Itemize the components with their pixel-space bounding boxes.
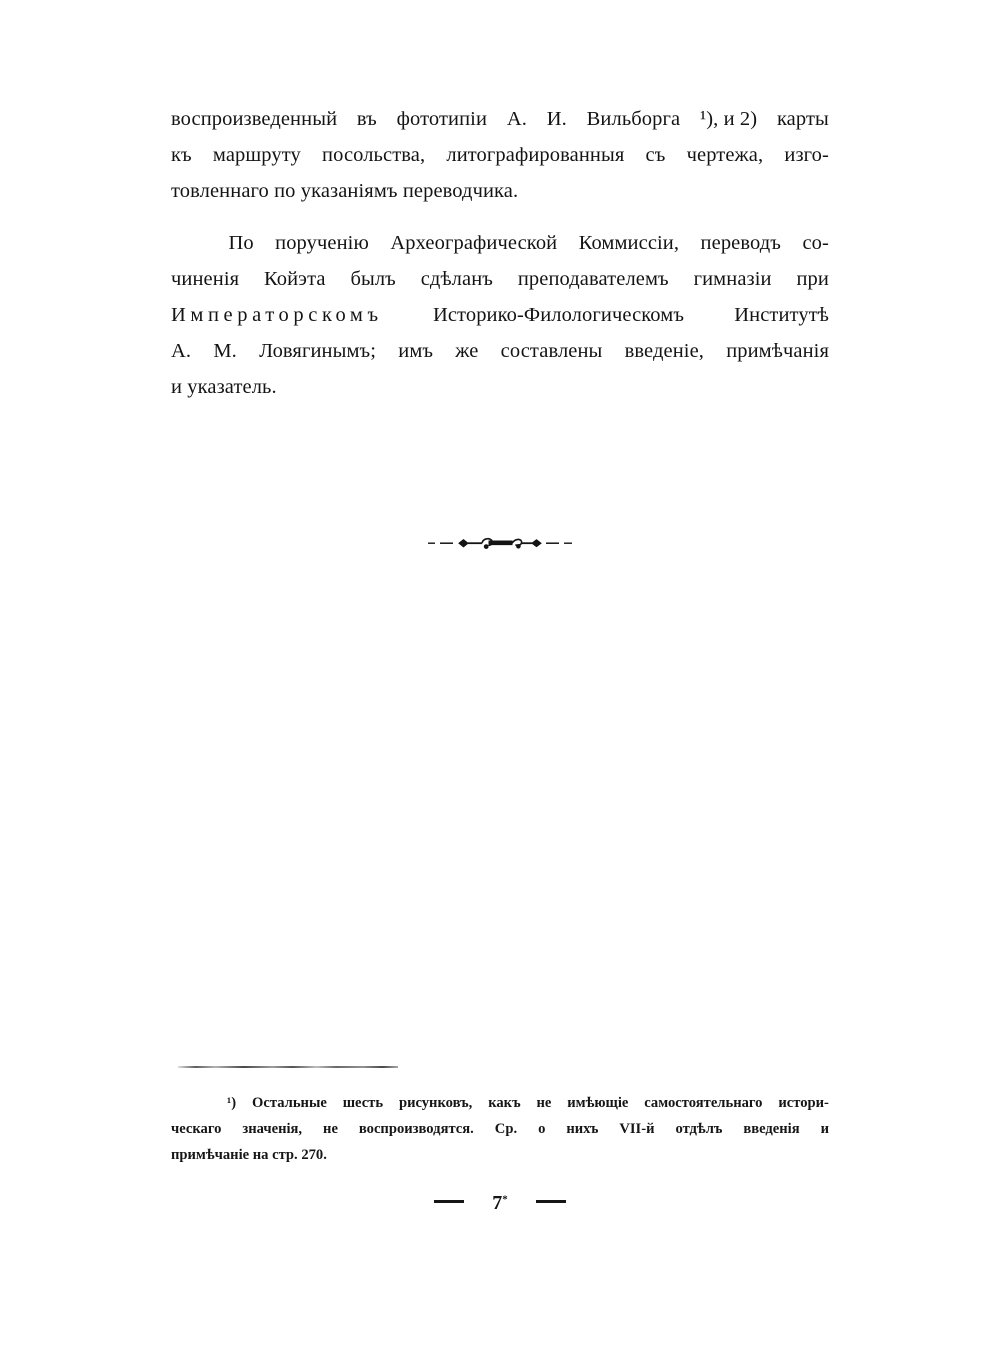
word: въ	[356, 108, 377, 130]
word: Вильборга	[586, 108, 681, 130]
word: былъ	[350, 267, 396, 290]
text-line	[171, 173, 829, 209]
word: посольства,	[322, 144, 426, 167]
paragraph-indent	[171, 225, 207, 261]
footnote-line	[171, 1090, 829, 1116]
word: шесть	[342, 1095, 384, 1111]
word: литографированныя	[446, 144, 625, 167]
main-text-block	[171, 101, 829, 406]
text-line	[171, 101, 829, 137]
paragraph-continuation	[171, 101, 829, 210]
word: А.	[506, 108, 527, 130]
footnote-line	[171, 1116, 829, 1142]
word: М.	[213, 340, 237, 363]
word: чиненія	[171, 267, 240, 290]
word: отдѣлъ	[675, 1121, 723, 1138]
word: ческаго	[171, 1121, 222, 1138]
letterspaced-institution-word: Императорскомъ	[171, 304, 383, 327]
word: Остальные	[252, 1095, 327, 1111]
word: порученію	[275, 231, 369, 254]
fleuron-divider	[0, 528, 1000, 558]
text-line	[171, 369, 829, 405]
word: Коммиссіи,	[578, 231, 680, 254]
word: рисунковъ,	[398, 1095, 473, 1111]
word: А.	[171, 340, 192, 363]
word: при	[796, 267, 829, 290]
word: введеніе,	[624, 340, 704, 363]
word: какъ	[488, 1095, 521, 1111]
word: Археографической	[390, 231, 558, 254]
fleuron-icon	[426, 532, 574, 554]
word: самостоятельнаго	[644, 1095, 763, 1111]
word: воспроизводятся.	[358, 1121, 474, 1138]
text-line	[171, 297, 829, 333]
page-number	[492, 1192, 508, 1215]
word: введенія	[743, 1121, 800, 1138]
line-text: и указатель.	[171, 376, 277, 399]
word: VII-й	[619, 1121, 655, 1138]
word: не	[536, 1095, 552, 1111]
word: и	[820, 1121, 829, 1138]
word: о	[538, 1121, 546, 1138]
word: карты	[776, 108, 829, 130]
word: изго-	[784, 144, 829, 167]
word: Койэта	[264, 267, 326, 290]
word: сдѣланъ	[420, 267, 493, 290]
footnote-reference-marker: ¹), и 2)	[699, 108, 758, 130]
word: преподавателемъ	[517, 267, 669, 290]
word: составлены	[500, 340, 603, 363]
footnote-indent	[171, 1090, 211, 1116]
footer-dash-right-icon	[536, 1200, 566, 1203]
text-line	[171, 261, 829, 297]
word: переводъ	[700, 231, 781, 254]
paragraph-commission	[171, 225, 829, 406]
line-text: примѣчаніе на стр. 270.	[171, 1147, 327, 1164]
word: истори-	[778, 1095, 829, 1111]
word: же	[455, 340, 479, 363]
word: По	[228, 231, 254, 254]
word: Ловягинымъ;	[259, 340, 377, 363]
word: маршруту	[212, 144, 301, 167]
word: со-	[802, 231, 829, 254]
page-footer	[0, 1192, 1000, 1215]
word: имѣющіе	[567, 1095, 629, 1111]
footnote-block	[171, 1090, 829, 1169]
footnote-line	[171, 1142, 829, 1168]
word: Историко-Филологическомъ	[432, 304, 685, 327]
word: значенія,	[242, 1121, 303, 1138]
word: Институтѣ	[734, 304, 829, 327]
word: не	[323, 1121, 338, 1138]
word: воспроизведенный	[171, 108, 338, 130]
footnote-separator-rule	[178, 1066, 398, 1068]
text-line	[171, 333, 829, 369]
word: нихъ	[566, 1121, 599, 1138]
page-number-value: 7	[492, 1192, 503, 1214]
text-line	[171, 225, 829, 261]
word: чертежа,	[686, 144, 764, 167]
word: Ср.	[494, 1121, 518, 1138]
footnote-marker: ¹)	[226, 1095, 237, 1111]
line-text: товленнаго по указаніямъ переводчика.	[171, 180, 519, 203]
text-line	[171, 137, 829, 173]
word: съ	[645, 144, 666, 167]
word: примѣчанія	[726, 340, 829, 363]
word: И.	[546, 108, 567, 130]
footer-dash-left-icon	[434, 1200, 464, 1203]
word: къ	[171, 144, 192, 167]
word: гимназіи	[693, 267, 772, 290]
page-number-asterisk: *	[502, 1193, 508, 1206]
word: фототипіи	[396, 108, 488, 130]
word: имъ	[398, 340, 434, 363]
